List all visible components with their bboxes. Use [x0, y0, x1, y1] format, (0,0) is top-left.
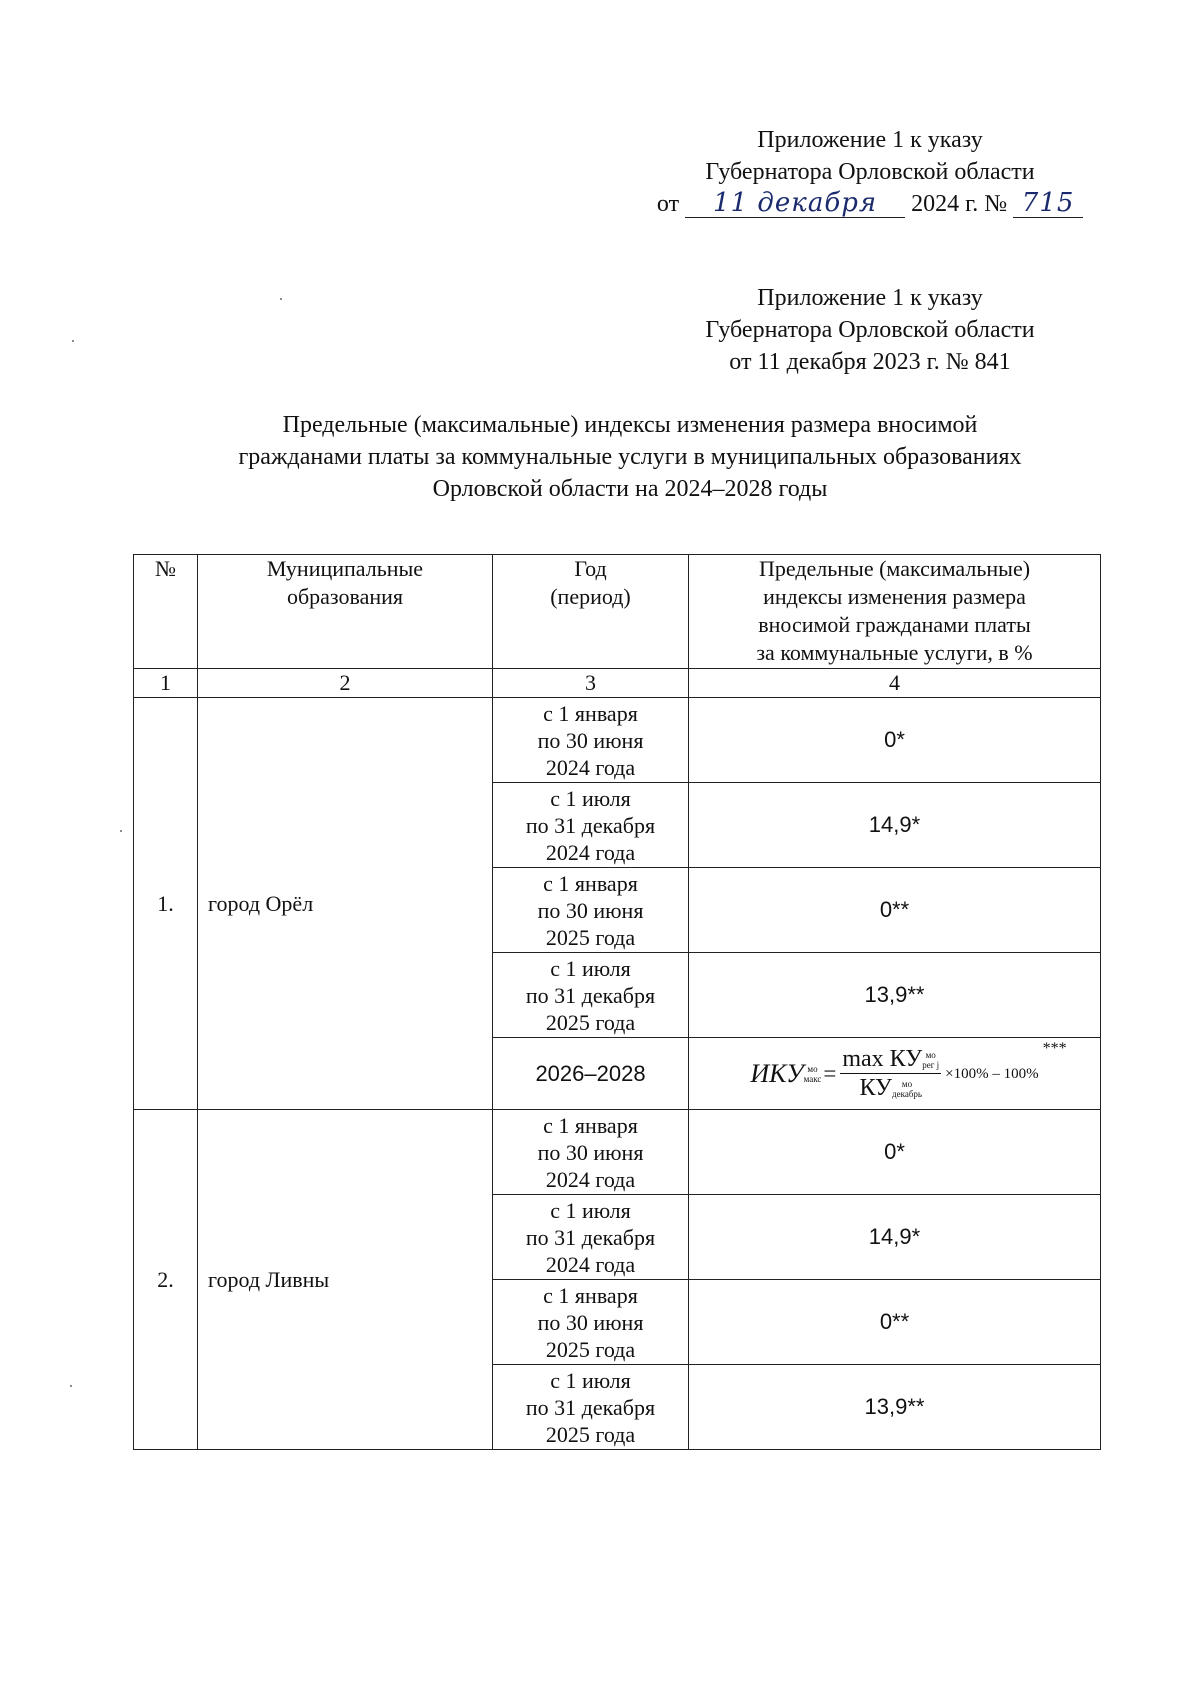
municipality-name: город Ливны — [198, 1110, 493, 1450]
formula-lhs-indices — [804, 1064, 822, 1084]
handwritten-date: 11 декабря — [713, 188, 878, 218]
header-num-label: № — [155, 556, 176, 581]
period-line: по 30 июня — [537, 727, 644, 753]
formula-sup: мо — [901, 1079, 913, 1090]
period-line: 2024 года — [545, 839, 636, 865]
formula-den-text: КУ — [859, 1075, 893, 1101]
header-index-line: Предельные (максимальные) — [758, 556, 1031, 581]
table-row — [134, 1110, 1101, 1195]
index-value: 0* — [689, 698, 1101, 783]
period-line: 2025 года — [545, 1336, 636, 1362]
period-line: с 1 января — [543, 1112, 638, 1138]
period-cell — [493, 953, 689, 1038]
formula-footnote-stars: *** — [1042, 1040, 1067, 1057]
document-title — [130, 409, 1130, 505]
scan-speck — [72, 340, 74, 342]
period-line: с 1 июля — [550, 955, 631, 981]
formula-numerator — [840, 1045, 941, 1074]
formula-sub: макс — [803, 1073, 822, 1084]
header-index — [689, 555, 1101, 669]
formula-equals: = — [823, 1060, 837, 1086]
decree-date-number-line — [640, 188, 1100, 222]
period-line: 2025 года — [545, 1009, 636, 1035]
period-cell: 2026–2028 — [493, 1038, 689, 1110]
index-value: 13,9** — [689, 953, 1101, 1038]
decree-year-text: 2024 г. № — [911, 191, 1008, 217]
period-cell — [493, 868, 689, 953]
header-index-line: за коммунальные услуги, в % — [756, 640, 1033, 665]
handwritten-number-field — [1013, 190, 1083, 218]
index-value: 0** — [689, 868, 1101, 953]
header-index-line: вносимой гражданами платы — [758, 612, 1031, 637]
period-line: с 1 января — [543, 870, 638, 896]
header-num — [134, 555, 198, 669]
index-value: 14,9* — [689, 1195, 1101, 1280]
formula-denominator — [859, 1074, 922, 1102]
scan-speck — [280, 298, 282, 300]
index-value: 13,9** — [689, 1365, 1101, 1450]
formula-sup: мо — [925, 1050, 936, 1061]
row-number: 2. — [134, 1110, 198, 1450]
period-line: с 1 января — [543, 700, 638, 726]
handwritten-date-field — [685, 190, 905, 218]
indices-table — [133, 554, 1101, 1450]
period-cell — [493, 783, 689, 868]
col-number: 3 — [493, 669, 689, 698]
municipality-name: город Орёл — [198, 698, 493, 1110]
header-municipality-line: Муниципальные — [266, 556, 424, 581]
governor-line: Губернатора Орловской области — [705, 317, 1035, 343]
period-line: по 31 декабря — [525, 812, 656, 838]
column-number-row — [134, 669, 1101, 698]
period-line: 2025 года — [545, 924, 636, 950]
formula-tail: ×100% – 100% — [945, 1065, 1039, 1082]
appendix-header-old — [640, 282, 1100, 378]
period-cell — [493, 698, 689, 783]
title-line-1: Предельные (максимальные) индексы изменения размера вносимой — [282, 412, 978, 438]
header-index-line: индексы изменения размера — [763, 584, 1026, 609]
formula-sub: рег j — [922, 1060, 940, 1071]
col-number: 4 — [689, 669, 1101, 698]
decree-date-line: от 11 декабря 2023 г. № 841 — [729, 349, 1011, 375]
header-municipality — [198, 555, 493, 669]
period-cell — [493, 1365, 689, 1450]
formula-fraction — [840, 1045, 941, 1102]
period-line: с 1 июля — [550, 785, 631, 811]
index-value: 0* — [689, 1110, 1101, 1195]
formula-lhs: ИКУ — [750, 1058, 804, 1088]
period-line: с 1 июля — [550, 1367, 631, 1393]
row-number: 1. — [134, 698, 198, 1110]
appendix-line: Приложение 1 к указу — [757, 285, 983, 311]
formula-sup: мо — [807, 1063, 818, 1074]
period-cell — [493, 1110, 689, 1195]
date-prefix: от — [656, 191, 680, 217]
period-line: 2024 года — [545, 754, 636, 780]
header-period-line: Год — [574, 556, 607, 581]
table-row — [134, 698, 1101, 783]
period-line: по 30 июня — [537, 1139, 644, 1165]
table-header-row — [134, 555, 1101, 669]
header-municipality-line: образования — [286, 584, 404, 609]
period-line: 2025 года — [545, 1421, 636, 1447]
index-value: 0** — [689, 1280, 1101, 1365]
period-line: по 31 декабря — [525, 1394, 656, 1420]
scan-speck — [70, 1385, 72, 1387]
appendix-header-new — [640, 124, 1100, 222]
formula-num-indices — [922, 1050, 939, 1070]
col-number: 1 — [134, 669, 198, 698]
header-period — [493, 555, 689, 669]
index-formula — [750, 1040, 1067, 1102]
period-line: по 30 июня — [537, 1309, 644, 1335]
scan-speck — [120, 830, 122, 832]
formula-num-text: max КУ — [842, 1046, 923, 1072]
period-line: по 31 декабря — [525, 982, 656, 1008]
index-value: 14,9* — [689, 783, 1101, 868]
period-line: с 1 июля — [550, 1197, 631, 1223]
governor-line: Губернатора Орловской области — [705, 159, 1035, 185]
period-cell — [493, 1195, 689, 1280]
period-line: 2024 года — [545, 1251, 636, 1277]
col-number: 2 — [198, 669, 493, 698]
appendix-line: Приложение 1 к указу — [757, 127, 983, 153]
formula-den-indices — [892, 1079, 922, 1099]
header-period-line: (период) — [550, 584, 631, 609]
formula-cell — [689, 1038, 1101, 1110]
title-line-3: Орловской области на 2024–2028 годы — [432, 476, 828, 502]
period-line: по 30 июня — [537, 897, 644, 923]
handwritten-number: 715 — [1021, 188, 1075, 218]
period-cell — [493, 1280, 689, 1365]
period-line: 2024 года — [545, 1166, 636, 1192]
formula-sub: декабрь — [892, 1089, 923, 1100]
period-line: по 31 декабря — [525, 1224, 656, 1250]
period-line: с 1 января — [543, 1282, 638, 1308]
title-line-2: гражданами платы за коммунальные услуги в муниципальных образованиях — [238, 444, 1022, 470]
